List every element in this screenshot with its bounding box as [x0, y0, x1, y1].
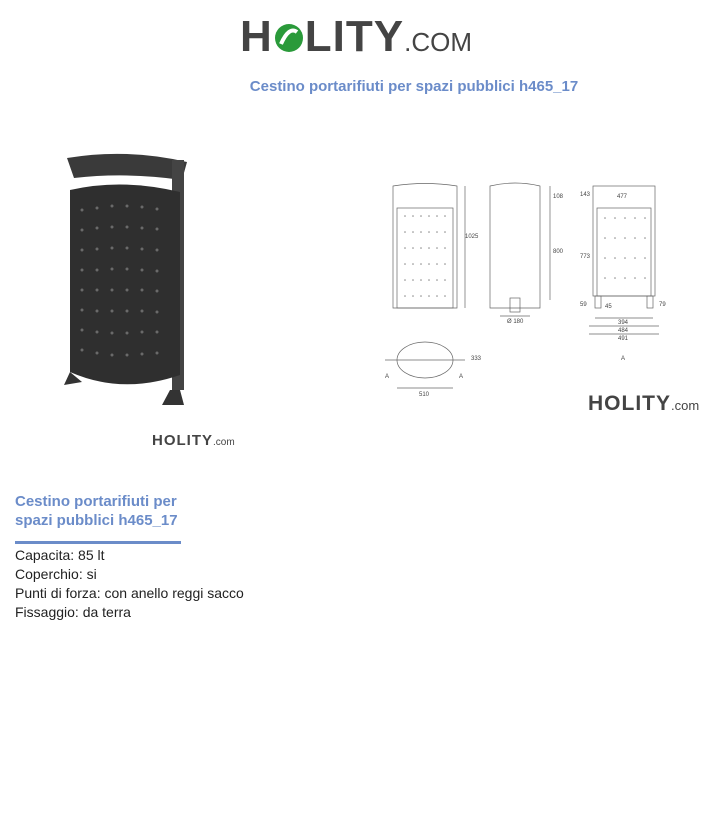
product-title-line-2: spazi pubblici h465_17 — [15, 512, 178, 529]
spec-mounting: Fissaggio: da terra — [15, 604, 131, 620]
dim-143: 143 — [580, 192, 591, 198]
logo-text: H LITY — [240, 12, 405, 61]
section-a-right: A — [459, 374, 464, 380]
photo-logo-text: HOLITY — [152, 432, 213, 449]
product-photo — [52, 150, 202, 410]
photo-watermark-logo — [152, 432, 235, 449]
drawing-logo-suffix: .com — [671, 398, 700, 413]
photo-logo-suffix: .com — [213, 437, 235, 448]
dim-59: 59 — [580, 302, 587, 308]
spec-capacity: Capacita: 85 lt — [15, 547, 105, 563]
technical-drawing — [375, 178, 710, 408]
dim-491: 491 — [618, 336, 629, 342]
drawing-watermark-logo — [588, 392, 699, 416]
dim-800: 800 — [553, 249, 564, 255]
dim-333: 333 — [471, 356, 482, 362]
dim-510: 510 — [419, 392, 430, 398]
spec-strengths: Punti di forza: con anello reggi sacco — [15, 585, 244, 601]
page-title: Cestino portarifiuti per spazi pubblici h465_17 — [249, 78, 579, 95]
drawing-logo-text: HOLITY — [588, 392, 671, 415]
dim-108: 108 — [553, 194, 564, 200]
spec-list — [15, 546, 244, 622]
dim-45: 45 — [605, 304, 612, 310]
dim-diameter-180: Ø 180 — [507, 319, 524, 325]
section-a-left: A — [385, 374, 390, 380]
dim-1025: 1025 — [465, 234, 479, 240]
product-title — [15, 492, 215, 530]
logo-suffix: .COM — [404, 27, 472, 57]
brand-logo[interactable] — [240, 12, 472, 62]
dim-477: 477 — [617, 194, 628, 200]
logo-o-icon — [273, 12, 305, 62]
dim-484: 484 — [618, 328, 629, 334]
title-underline — [15, 541, 181, 544]
product-title-line-1: Cestino portarifiuti per — [15, 493, 177, 510]
dim-79: 79 — [659, 302, 666, 308]
spec-lid: Coperchio: si — [15, 566, 97, 582]
section-a-label: A — [621, 356, 626, 362]
dim-773: 773 — [580, 254, 591, 260]
dim-394: 394 — [618, 320, 629, 326]
